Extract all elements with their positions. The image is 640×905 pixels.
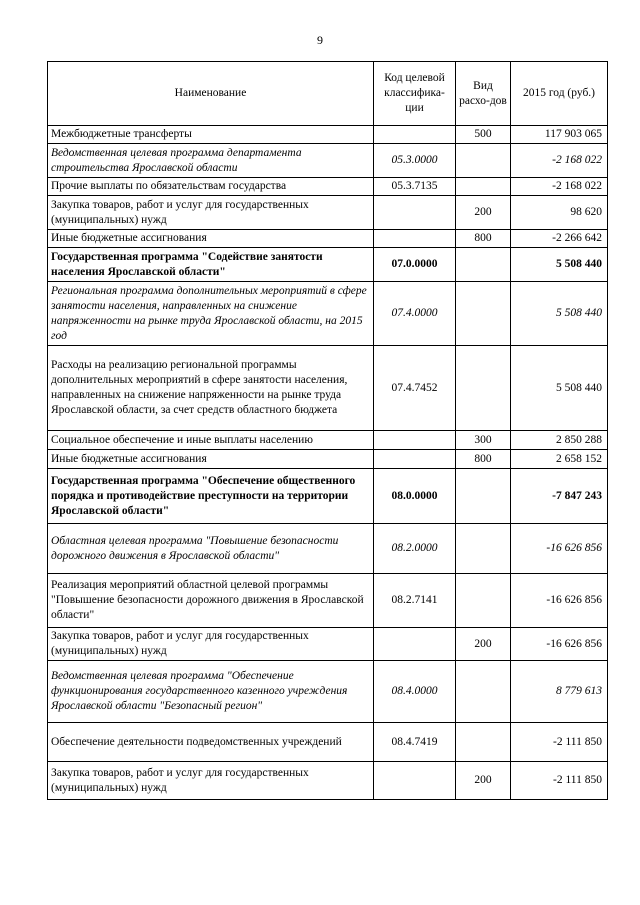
row-type-cell: [456, 346, 511, 431]
table-row: [48, 469, 608, 524]
header-name: Наименование: [48, 62, 374, 126]
row-amount-cell: -2 266 642: [511, 230, 608, 248]
row-type-cell: [456, 178, 511, 196]
row-type-cell: 800: [456, 450, 511, 469]
budget-table: [47, 61, 608, 800]
row-type-cell: 200: [456, 196, 511, 230]
row-type-cell: [456, 248, 511, 282]
row-name-cell: Обеспечение деятельности подведомственных учреждений: [48, 723, 374, 762]
table-row: [48, 524, 608, 574]
row-type-cell: 200: [456, 762, 511, 800]
row-name-cell: Прочие выплаты по обязательствам государства: [48, 178, 374, 196]
table-row: [48, 628, 608, 661]
table-row: [48, 574, 608, 628]
row-code-cell: [374, 762, 456, 800]
table-row: [48, 431, 608, 450]
table-row: [48, 346, 608, 431]
row-amount-cell: -16 626 856: [511, 628, 608, 661]
table-header-row: [48, 62, 608, 126]
row-amount-cell: -2 111 850: [511, 723, 608, 762]
row-code-cell: [374, 450, 456, 469]
row-amount-cell: 5 508 440: [511, 346, 608, 431]
table-body: [48, 126, 608, 800]
row-code-cell: 08.0.0000: [374, 469, 456, 524]
row-code-cell: [374, 628, 456, 661]
header-type: Вид расхо-дов: [456, 62, 511, 126]
table-row: [48, 723, 608, 762]
row-code-cell: 07.4.7452: [374, 346, 456, 431]
table-row: [48, 230, 608, 248]
row-name-cell: Закупка товаров, работ и услуг для государственных (муниципальных) нужд: [48, 628, 374, 661]
row-type-cell: 300: [456, 431, 511, 450]
row-type-cell: 500: [456, 126, 511, 144]
row-amount-cell: -16 626 856: [511, 574, 608, 628]
row-code-cell: 07.0.0000: [374, 248, 456, 282]
row-amount-cell: 2 658 152: [511, 450, 608, 469]
table-row: [48, 178, 608, 196]
row-code-cell: 05.3.7135: [374, 178, 456, 196]
row-name-cell: Социальное обеспечение и иные выплаты населению: [48, 431, 374, 450]
row-type-cell: [456, 723, 511, 762]
row-amount-cell: -7 847 243: [511, 469, 608, 524]
row-amount-cell: -2 168 022: [511, 178, 608, 196]
table-row: [48, 762, 608, 800]
row-code-cell: 08.4.0000: [374, 661, 456, 723]
row-name-cell: Региональная программа дополнительных мероприятий в сфере занятости населения, направленных на снижение напряженности на рынке труда Ярославской области, на 2015 год: [48, 282, 374, 346]
row-code-cell: [374, 196, 456, 230]
row-code-cell: [374, 431, 456, 450]
row-name-cell: Областная целевая программа "Повышение безопасности дорожного движения в Ярославской области": [48, 524, 374, 574]
table-row: [48, 661, 608, 723]
row-name-cell: Иные бюджетные ассигнования: [48, 230, 374, 248]
table-row: [48, 196, 608, 230]
row-amount-cell: 98 620: [511, 196, 608, 230]
table-row: [48, 450, 608, 469]
row-amount-cell: 2 850 288: [511, 431, 608, 450]
row-amount-cell: -2 168 022: [511, 144, 608, 178]
row-name-cell: Закупка товаров, работ и услуг для государственных (муниципальных) нужд: [48, 762, 374, 800]
row-name-cell: Межбюджетные трансферты: [48, 126, 374, 144]
row-type-cell: 200: [456, 628, 511, 661]
row-type-cell: [456, 661, 511, 723]
page-number: 9: [317, 33, 323, 47]
row-code-cell: 07.4.0000: [374, 282, 456, 346]
row-code-cell: [374, 126, 456, 144]
table-row: [48, 282, 608, 346]
row-type-cell: [456, 574, 511, 628]
row-name-cell: Ведомственная целевая программа "Обеспечение функционирования государственного казенного учреждения Ярославской области "Безопасный регион": [48, 661, 374, 723]
row-amount-cell: 8 779 613: [511, 661, 608, 723]
row-name-cell: Государственная программа "Обеспечение общественного порядка и противодействие преступности на территории Ярославской области": [48, 469, 374, 524]
row-amount-cell: 5 508 440: [511, 248, 608, 282]
row-name-cell: Реализация мероприятий областной целевой программы "Повышение безопасности дорожного движения в Ярославской области": [48, 574, 374, 628]
row-amount-cell: -16 626 856: [511, 524, 608, 574]
row-type-cell: [456, 144, 511, 178]
row-type-cell: [456, 524, 511, 574]
row-amount-cell: 117 903 065: [511, 126, 608, 144]
row-amount-cell: -2 111 850: [511, 762, 608, 800]
header-code: Код целевой классифика-ции: [374, 62, 456, 126]
header-amount: 2015 год (руб.): [511, 62, 608, 126]
row-amount-cell: 5 508 440: [511, 282, 608, 346]
row-name-cell: Иные бюджетные ассигнования: [48, 450, 374, 469]
row-type-cell: [456, 469, 511, 524]
row-name-cell: Расходы на реализацию региональной программы дополнительных мероприятий в сфере занятости населения, направленных на снижение напряженности на рынке труда Ярославской области, за счет средств областного бюджета: [48, 346, 374, 431]
row-code-cell: 05.3.0000: [374, 144, 456, 178]
row-code-cell: 08.4.7419: [374, 723, 456, 762]
row-code-cell: 08.2.0000: [374, 524, 456, 574]
row-name-cell: Государственная программа "Содействие занятости населения Ярославской области": [48, 248, 374, 282]
row-name-cell: Ведомственная целевая программа департамента строительства Ярославской области: [48, 144, 374, 178]
table-row: [48, 126, 608, 144]
row-code-cell: 08.2.7141: [374, 574, 456, 628]
row-type-cell: 800: [456, 230, 511, 248]
row-name-cell: Закупка товаров, работ и услуг для государственных (муниципальных) нужд: [48, 196, 374, 230]
row-type-cell: [456, 282, 511, 346]
row-code-cell: [374, 230, 456, 248]
table-row: [48, 248, 608, 282]
table-row: [48, 144, 608, 178]
